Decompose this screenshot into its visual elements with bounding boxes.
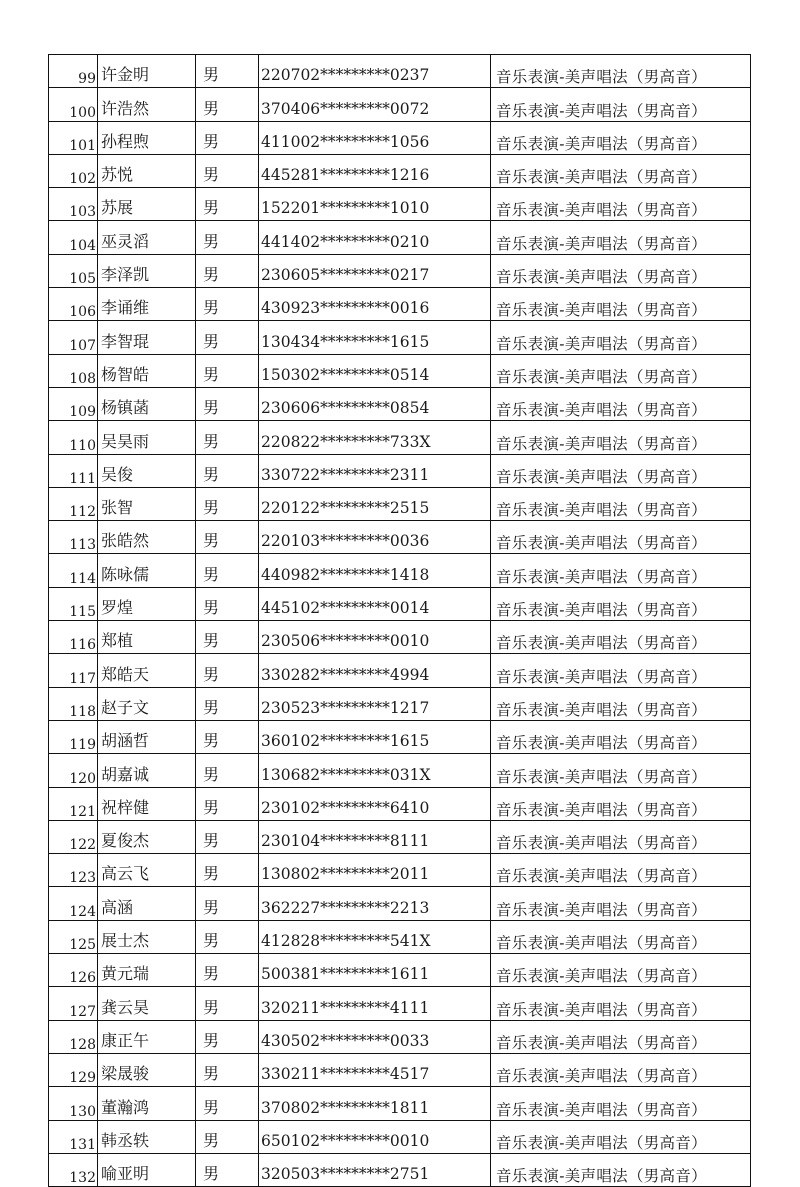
table-row bbox=[49, 1153, 751, 1186]
student-name: 罗煌 bbox=[98, 587, 196, 620]
row-number: 101 bbox=[49, 121, 98, 154]
id-number: 441402*********0210 bbox=[259, 221, 491, 254]
major: 音乐表演-美声唱法（男高音） bbox=[491, 1053, 751, 1086]
major: 音乐表演-美声唱法（男高音） bbox=[491, 1153, 751, 1186]
gender: 男 bbox=[196, 1020, 259, 1053]
student-name: 许浩然 bbox=[98, 88, 196, 121]
id-number: 320211*********4111 bbox=[259, 987, 491, 1020]
gender: 男 bbox=[196, 487, 259, 520]
row-number: 130 bbox=[49, 1087, 98, 1120]
major: 音乐表演-美声唱法（男高音） bbox=[491, 254, 751, 287]
row-number: 131 bbox=[49, 1120, 98, 1153]
table-row bbox=[49, 88, 751, 121]
gender: 男 bbox=[196, 687, 259, 720]
gender: 男 bbox=[196, 654, 259, 687]
gender: 男 bbox=[196, 421, 259, 454]
table-row bbox=[49, 587, 751, 620]
table-row bbox=[49, 521, 751, 554]
id-number: 130682*********031X bbox=[259, 754, 491, 787]
table-row bbox=[49, 1087, 751, 1120]
student-name: 苏悦 bbox=[98, 154, 196, 187]
table-row bbox=[49, 854, 751, 887]
id-number: 220822*********733X bbox=[259, 421, 491, 454]
gender: 男 bbox=[196, 387, 259, 420]
table-row bbox=[49, 321, 751, 354]
row-number: 122 bbox=[49, 820, 98, 853]
row-number: 99 bbox=[49, 55, 98, 88]
table-row bbox=[49, 987, 751, 1020]
major: 音乐表演-美声唱法（男高音） bbox=[491, 188, 751, 221]
student-name: 高云飞 bbox=[98, 854, 196, 887]
gender: 男 bbox=[196, 121, 259, 154]
roster-body bbox=[49, 55, 751, 1187]
student-name: 郑皓天 bbox=[98, 654, 196, 687]
row-number: 120 bbox=[49, 754, 98, 787]
id-number: 430923*********0016 bbox=[259, 288, 491, 321]
gender: 男 bbox=[196, 1053, 259, 1086]
student-name: 喻亚明 bbox=[98, 1153, 196, 1186]
row-number: 107 bbox=[49, 321, 98, 354]
id-number: 445281*********1216 bbox=[259, 154, 491, 187]
student-name: 胡嘉诚 bbox=[98, 754, 196, 787]
row-number: 118 bbox=[49, 687, 98, 720]
major: 音乐表演-美声唱法（男高音） bbox=[491, 887, 751, 920]
major: 音乐表演-美声唱法（男高音） bbox=[491, 554, 751, 587]
student-name: 董瀚鸿 bbox=[98, 1087, 196, 1120]
table-row bbox=[49, 55, 751, 88]
gender: 男 bbox=[196, 354, 259, 387]
student-name: 李泽凯 bbox=[98, 254, 196, 287]
major: 音乐表演-美声唱法（男高音） bbox=[491, 354, 751, 387]
id-number: 440982*********1418 bbox=[259, 554, 491, 587]
table-row bbox=[49, 887, 751, 920]
id-number: 500381*********1611 bbox=[259, 954, 491, 987]
major: 音乐表演-美声唱法（男高音） bbox=[491, 687, 751, 720]
gender: 男 bbox=[196, 554, 259, 587]
major: 音乐表演-美声唱法（男高音） bbox=[491, 88, 751, 121]
table-row bbox=[49, 288, 751, 321]
table-row bbox=[49, 621, 751, 654]
row-number: 111 bbox=[49, 454, 98, 487]
major: 音乐表演-美声唱法（男高音） bbox=[491, 854, 751, 887]
major: 音乐表演-美声唱法（男高音） bbox=[491, 720, 751, 753]
table-row bbox=[49, 454, 751, 487]
major: 音乐表演-美声唱法（男高音） bbox=[491, 787, 751, 820]
id-number: 130802*********2011 bbox=[259, 854, 491, 887]
student-name: 康正午 bbox=[98, 1020, 196, 1053]
table-row bbox=[49, 787, 751, 820]
row-number: 123 bbox=[49, 854, 98, 887]
id-number: 230523*********1217 bbox=[259, 687, 491, 720]
major: 音乐表演-美声唱法（男高音） bbox=[491, 754, 751, 787]
major: 音乐表演-美声唱法（男高音） bbox=[491, 221, 751, 254]
student-name: 孙程煦 bbox=[98, 121, 196, 154]
table-row bbox=[49, 387, 751, 420]
student-name: 黄元瑞 bbox=[98, 954, 196, 987]
major: 音乐表演-美声唱法（男高音） bbox=[491, 154, 751, 187]
gender: 男 bbox=[196, 587, 259, 620]
id-number: 412828*********541X bbox=[259, 920, 491, 953]
gender: 男 bbox=[196, 954, 259, 987]
table-row bbox=[49, 487, 751, 520]
table-row bbox=[49, 954, 751, 987]
gender: 男 bbox=[196, 521, 259, 554]
row-number: 124 bbox=[49, 887, 98, 920]
id-number: 362227*********2213 bbox=[259, 887, 491, 920]
id-number: 220702*********0237 bbox=[259, 55, 491, 88]
student-name: 吴俊 bbox=[98, 454, 196, 487]
row-number: 105 bbox=[49, 254, 98, 287]
id-number: 130434*********1615 bbox=[259, 321, 491, 354]
row-number: 106 bbox=[49, 288, 98, 321]
student-name: 李智琨 bbox=[98, 321, 196, 354]
id-number: 445102*********0014 bbox=[259, 587, 491, 620]
major: 音乐表演-美声唱法（男高音） bbox=[491, 1120, 751, 1153]
table-row bbox=[49, 1053, 751, 1086]
major: 音乐表演-美声唱法（男高音） bbox=[491, 487, 751, 520]
row-number: 121 bbox=[49, 787, 98, 820]
row-number: 132 bbox=[49, 1153, 98, 1186]
gender: 男 bbox=[196, 787, 259, 820]
student-name: 李诵维 bbox=[98, 288, 196, 321]
id-number: 330282*********4994 bbox=[259, 654, 491, 687]
major: 音乐表演-美声唱法（男高音） bbox=[491, 321, 751, 354]
major: 音乐表演-美声唱法（男高音） bbox=[491, 1020, 751, 1053]
gender: 男 bbox=[196, 754, 259, 787]
major: 音乐表演-美声唱法（男高音） bbox=[491, 55, 751, 88]
row-number: 125 bbox=[49, 920, 98, 953]
student-name: 张智 bbox=[98, 487, 196, 520]
table-row bbox=[49, 554, 751, 587]
student-name: 韩丞轶 bbox=[98, 1120, 196, 1153]
gender: 男 bbox=[196, 987, 259, 1020]
table-row bbox=[49, 1120, 751, 1153]
row-number: 116 bbox=[49, 621, 98, 654]
row-number: 109 bbox=[49, 387, 98, 420]
gender: 男 bbox=[196, 288, 259, 321]
gender: 男 bbox=[196, 820, 259, 853]
student-name: 苏展 bbox=[98, 188, 196, 221]
gender: 男 bbox=[196, 720, 259, 753]
table-row bbox=[49, 820, 751, 853]
table-row bbox=[49, 221, 751, 254]
student-name: 张皓然 bbox=[98, 521, 196, 554]
major: 音乐表演-美声唱法（男高音） bbox=[491, 954, 751, 987]
id-number: 152201*********1010 bbox=[259, 188, 491, 221]
gender: 男 bbox=[196, 254, 259, 287]
id-number: 411002*********1056 bbox=[259, 121, 491, 154]
id-number: 370802*********1811 bbox=[259, 1087, 491, 1120]
gender: 男 bbox=[196, 454, 259, 487]
row-number: 110 bbox=[49, 421, 98, 454]
gender: 男 bbox=[196, 1120, 259, 1153]
row-number: 103 bbox=[49, 188, 98, 221]
row-number: 100 bbox=[49, 88, 98, 121]
row-number: 113 bbox=[49, 521, 98, 554]
id-number: 230506*********0010 bbox=[259, 621, 491, 654]
table-row bbox=[49, 720, 751, 753]
major: 音乐表演-美声唱法（男高音） bbox=[491, 454, 751, 487]
student-name: 巫灵滔 bbox=[98, 221, 196, 254]
row-number: 126 bbox=[49, 954, 98, 987]
roster-table bbox=[48, 54, 751, 1187]
id-number: 230104*********8111 bbox=[259, 820, 491, 853]
id-number: 360102*********1615 bbox=[259, 720, 491, 753]
student-name: 赵子文 bbox=[98, 687, 196, 720]
major: 音乐表演-美声唱法（男高音） bbox=[491, 587, 751, 620]
major: 音乐表演-美声唱法（男高音） bbox=[491, 654, 751, 687]
student-name: 郑植 bbox=[98, 621, 196, 654]
gender: 男 bbox=[196, 920, 259, 953]
gender: 男 bbox=[196, 55, 259, 88]
row-number: 104 bbox=[49, 221, 98, 254]
id-number: 220103*********0036 bbox=[259, 521, 491, 554]
id-number: 330722*********2311 bbox=[259, 454, 491, 487]
id-number: 650102*********0010 bbox=[259, 1120, 491, 1153]
row-number: 119 bbox=[49, 720, 98, 753]
major: 音乐表演-美声唱法（男高音） bbox=[491, 920, 751, 953]
id-number: 320503*********2751 bbox=[259, 1153, 491, 1186]
id-number: 370406*********0072 bbox=[259, 88, 491, 121]
student-name: 许金明 bbox=[98, 55, 196, 88]
major: 音乐表演-美声唱法（男高音） bbox=[491, 987, 751, 1020]
student-name: 高涵 bbox=[98, 887, 196, 920]
row-number: 129 bbox=[49, 1053, 98, 1086]
table-row bbox=[49, 754, 751, 787]
row-number: 127 bbox=[49, 987, 98, 1020]
gender: 男 bbox=[196, 621, 259, 654]
row-number: 102 bbox=[49, 154, 98, 187]
table-row bbox=[49, 920, 751, 953]
student-name: 陈咏儒 bbox=[98, 554, 196, 587]
major: 音乐表演-美声唱法（男高音） bbox=[491, 387, 751, 420]
table-row bbox=[49, 188, 751, 221]
gender: 男 bbox=[196, 321, 259, 354]
id-number: 230606*********0854 bbox=[259, 387, 491, 420]
major: 音乐表演-美声唱法（男高音） bbox=[491, 621, 751, 654]
gender: 男 bbox=[196, 221, 259, 254]
table-row bbox=[49, 654, 751, 687]
student-name: 吴昊雨 bbox=[98, 421, 196, 454]
student-name: 梁晟骏 bbox=[98, 1053, 196, 1086]
gender: 男 bbox=[196, 88, 259, 121]
table-row bbox=[49, 254, 751, 287]
row-number: 108 bbox=[49, 354, 98, 387]
table-row bbox=[49, 154, 751, 187]
major: 音乐表演-美声唱法（男高音） bbox=[491, 820, 751, 853]
table-row bbox=[49, 121, 751, 154]
major: 音乐表演-美声唱法（男高音） bbox=[491, 1087, 751, 1120]
row-number: 117 bbox=[49, 654, 98, 687]
id-number: 220122*********2515 bbox=[259, 487, 491, 520]
id-number: 230102*********6410 bbox=[259, 787, 491, 820]
gender: 男 bbox=[196, 1153, 259, 1186]
major: 音乐表演-美声唱法（男高音） bbox=[491, 521, 751, 554]
row-number: 114 bbox=[49, 554, 98, 587]
table-row bbox=[49, 1020, 751, 1053]
id-number: 150302*********0514 bbox=[259, 354, 491, 387]
id-number: 430502*********0033 bbox=[259, 1020, 491, 1053]
gender: 男 bbox=[196, 154, 259, 187]
major: 音乐表演-美声唱法（男高音） bbox=[491, 121, 751, 154]
student-name: 龚云昊 bbox=[98, 987, 196, 1020]
table-row bbox=[49, 421, 751, 454]
table-row bbox=[49, 354, 751, 387]
student-name: 祝梓健 bbox=[98, 787, 196, 820]
row-number: 128 bbox=[49, 1020, 98, 1053]
student-name: 杨镇菡 bbox=[98, 387, 196, 420]
student-name: 夏俊杰 bbox=[98, 820, 196, 853]
student-name: 胡涵哲 bbox=[98, 720, 196, 753]
id-number: 230605*********0217 bbox=[259, 254, 491, 287]
gender: 男 bbox=[196, 188, 259, 221]
row-number: 115 bbox=[49, 587, 98, 620]
gender: 男 bbox=[196, 887, 259, 920]
row-number: 112 bbox=[49, 487, 98, 520]
gender: 男 bbox=[196, 854, 259, 887]
id-number: 330211*********4517 bbox=[259, 1053, 491, 1086]
major: 音乐表演-美声唱法（男高音） bbox=[491, 288, 751, 321]
major: 音乐表演-美声唱法（男高音） bbox=[491, 421, 751, 454]
table-row bbox=[49, 687, 751, 720]
gender: 男 bbox=[196, 1087, 259, 1120]
student-name: 杨智皓 bbox=[98, 354, 196, 387]
student-name: 展士杰 bbox=[98, 920, 196, 953]
